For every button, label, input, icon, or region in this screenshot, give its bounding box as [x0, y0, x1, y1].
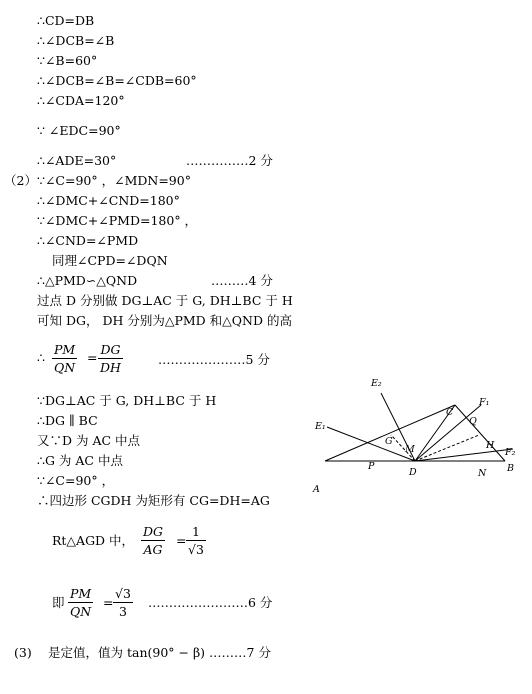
- proof-line-13: ∴△PMD∽△QND: [37, 273, 138, 288]
- label-g: G: [385, 436, 393, 447]
- rt-triangle-label: Rt△AGD 中，: [52, 533, 135, 548]
- part-3-label: (3): [14, 645, 32, 660]
- part-3-answer: 是定值，值为 tan(90° − β) ………7 分: [48, 645, 271, 660]
- ji-label: 即: [52, 595, 65, 610]
- label-a: A: [313, 484, 320, 495]
- denominator: √3: [188, 542, 204, 557]
- denominator: QN: [70, 604, 92, 619]
- proof-line-4: ∴∠DCB=∠B=∠CDB=60°: [37, 73, 197, 88]
- proof-line-10: ∵∠DMC+∠PMD=180° ，: [37, 213, 198, 228]
- proof-line-21: ∴四边形 CGDH 为矩形有 CG=DH=AG: [37, 493, 270, 508]
- label-f1: F₁: [479, 397, 490, 408]
- proof-line-2: ∴∠DCB=∠B: [37, 33, 115, 48]
- proof-line-9: ∴∠DMC+∠CND=180°: [37, 193, 180, 208]
- score-mark-2: ……………2 分: [186, 153, 273, 168]
- label-q: Q: [469, 416, 477, 427]
- label-e1: E₁: [315, 421, 326, 432]
- score-mark-4: ………4 分: [211, 273, 273, 288]
- part-2-label: （2）: [4, 173, 37, 188]
- label-n: N: [478, 468, 487, 479]
- proof-line-15: 可知 DG， DH 分别为△PMD 和△QND 的高: [37, 313, 292, 328]
- label-f2: F₂: [505, 447, 516, 458]
- proof-line-16: ∵DG⊥AC 于 G, DH⊥BC 于 H: [37, 393, 217, 408]
- label-h: H: [486, 440, 495, 451]
- proof-line-14: 过点 D 分别做 DG⊥AC 于 G, DH⊥BC 于 H: [37, 293, 293, 308]
- score-mark-6: ……………………6 分: [148, 595, 273, 610]
- proof-line-6: ∵ ∠EDC=90°: [37, 123, 121, 138]
- numerator: PM: [70, 586, 92, 601]
- proof-line-17: ∴DG ∥ BC: [37, 413, 98, 428]
- proof-line-18: 又∵D 为 AC 中点: [37, 433, 141, 448]
- numerator: DG: [143, 524, 164, 539]
- equals-sign: =: [176, 533, 187, 548]
- proof-line-11: ∴∠CND=∠PMD: [37, 233, 139, 248]
- label-p: P: [368, 461, 375, 472]
- denominator: 3: [118, 604, 127, 619]
- proof-line-8: ∵∠C=90° ，∠MDN=90°: [37, 173, 191, 188]
- score-mark-5: …………………5 分: [158, 352, 270, 367]
- numerator: PM: [54, 342, 76, 357]
- label-e2: E₂: [371, 378, 382, 389]
- proof-line-19: ∴G 为 AC 中点: [37, 453, 123, 468]
- denominator: AG: [143, 542, 163, 557]
- proof-line-1: ∴CD=DB: [37, 13, 95, 28]
- denominator: DH: [100, 360, 121, 375]
- label-b: B: [507, 463, 514, 474]
- numerator: √3: [115, 586, 131, 601]
- label-m: M: [405, 444, 415, 455]
- equals-sign: =: [103, 595, 114, 610]
- proof-line-3: ∵∠B=60°: [37, 53, 98, 68]
- label-c: C: [446, 407, 454, 418]
- proof-line-12: 同理∠CPD=∠DQN: [52, 253, 168, 268]
- therefore-symbol: ∴: [37, 350, 45, 365]
- denominator: QN: [54, 360, 76, 375]
- numerator: 1: [186, 523, 206, 541]
- proof-line-5: ∴∠CDA=120°: [37, 93, 125, 108]
- numerator: DG: [98, 341, 123, 359]
- proof-line-20: ∵∠C=90° ，: [37, 473, 115, 488]
- equals-sign: =: [87, 350, 98, 365]
- proof-line-7: ∴∠ADE=30°: [37, 153, 117, 168]
- ray-de1: [327, 427, 415, 461]
- label-d: D: [409, 467, 417, 478]
